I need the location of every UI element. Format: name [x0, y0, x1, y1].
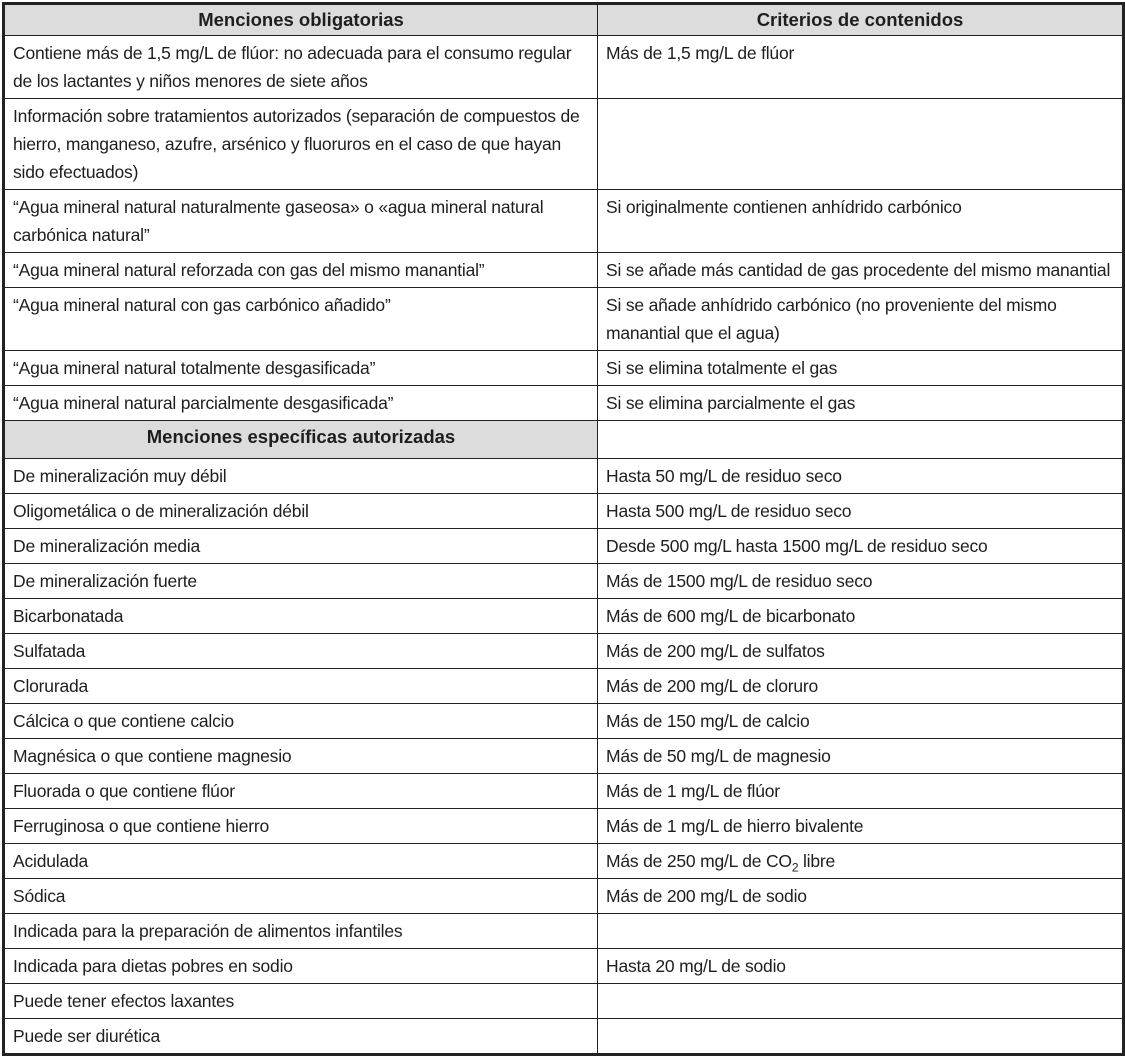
mencion-cell: Sódica: [4, 879, 598, 914]
table-row: [4, 386, 1124, 421]
mencion-cell: Magnésica o que contiene magnesio: [4, 739, 598, 774]
mencion-cell: Sulfatada: [4, 634, 598, 669]
table-row: [4, 809, 1124, 844]
table-row: [4, 879, 1124, 914]
mencion-cell: De mineralización media: [4, 529, 598, 564]
criterio-cell: [598, 984, 1124, 1019]
criterio-cell: Si se añade más cantidad de gas procedente del mismo manantial: [598, 253, 1124, 288]
header-criterios-de-contenidos: Criterios de contenidos: [598, 4, 1124, 36]
table-row: [4, 704, 1124, 739]
criterio-cell: Más de 1 mg/L de flúor: [598, 774, 1124, 809]
subscript-two: 2: [791, 860, 799, 875]
mencion-cell: Oligometálica o de mineralización débil: [4, 494, 598, 529]
header-menciones-obligatorias: Menciones obligatorias: [4, 4, 598, 36]
mencion-cell: “Agua mineral natural con gas carbónico añadido”: [4, 288, 598, 351]
criterio-cell: Hasta 20 mg/L de sodio: [598, 949, 1124, 984]
table-row: [4, 351, 1124, 386]
table-row: [4, 914, 1124, 949]
table-row: [4, 459, 1124, 494]
mencion-cell: Clorurada: [4, 669, 598, 704]
criterio-cell: Más de 200 mg/L de sodio: [598, 879, 1124, 914]
mencion-cell: Puede tener efectos laxantes: [4, 984, 598, 1019]
mencion-cell: “Agua mineral natural reforzada con gas del mismo manantial”: [4, 253, 598, 288]
criterio-cell: Si se elimina parcialmente el gas: [598, 386, 1124, 421]
criterio-cell: Más de 150 mg/L de calcio: [598, 704, 1124, 739]
table-row: [4, 36, 1124, 99]
criterio-text-suffix: libre: [798, 851, 836, 871]
table-row: [4, 564, 1124, 599]
criterio-cell: Más de 200 mg/L de sulfatos: [598, 634, 1124, 669]
table-row: [4, 844, 1124, 879]
mencion-cell: Cálcica o que contiene calcio: [4, 704, 598, 739]
labeling-table: [2, 2, 1125, 1056]
mencion-cell: Puede ser diurética: [4, 1019, 598, 1055]
mencion-cell: Indicada para dietas pobres en sodio: [4, 949, 598, 984]
table-row: [4, 99, 1124, 190]
criterio-cell: Desde 500 mg/L hasta 1500 mg/L de residuo seco: [598, 529, 1124, 564]
criterio-cell: Más de 600 mg/L de bicarbonato: [598, 599, 1124, 634]
table-row: [4, 739, 1124, 774]
criterio-cell: [598, 844, 1124, 879]
criterio-cell: Si se elimina totalmente el gas: [598, 351, 1124, 386]
table-row: [4, 669, 1124, 704]
section-header-row: [4, 421, 1124, 459]
table-row: [4, 190, 1124, 253]
mencion-cell: Acidulada: [4, 844, 598, 879]
mencion-cell: “Agua mineral natural naturalmente gaseosa» o «agua mineral natural carbónica natural”: [4, 190, 598, 253]
mencion-cell: Ferruginosa o que contiene hierro: [4, 809, 598, 844]
criterio-cell: [598, 914, 1124, 949]
table-row: [4, 599, 1124, 634]
criterio-cell: Más de 1500 mg/L de residuo seco: [598, 564, 1124, 599]
mencion-cell: “Agua mineral natural totalmente desgasificada”: [4, 351, 598, 386]
criterio-cell: Hasta 50 mg/L de residuo seco: [598, 459, 1124, 494]
mencion-cell: Indicada para la preparación de alimentos infantiles: [4, 914, 598, 949]
table-row: [4, 253, 1124, 288]
criterio-cell: Más de 50 mg/L de magnesio: [598, 739, 1124, 774]
mencion-cell: Bicarbonatada: [4, 599, 598, 634]
criterio-cell: Más de 200 mg/L de cloruro: [598, 669, 1124, 704]
mencion-cell: Fluorada o que contiene flúor: [4, 774, 598, 809]
table-row: [4, 634, 1124, 669]
criterio-text: Más de 250 mg/L de CO: [606, 851, 792, 871]
criterio-cell: Si se añade anhídrido carbónico (no proveniente del mismo manantial que el agua): [598, 288, 1124, 351]
mencion-cell: De mineralización muy débil: [4, 459, 598, 494]
criterio-cell: Más de 1 mg/L de hierro bivalente: [598, 809, 1124, 844]
table-row: [4, 288, 1124, 351]
table-row: [4, 529, 1124, 564]
criterio-cell: Si originalmente contienen anhídrido carbónico: [598, 190, 1124, 253]
criterio-cell: [598, 99, 1124, 190]
criterio-cell: Hasta 500 mg/L de residuo seco: [598, 494, 1124, 529]
header-menciones-especificas: Menciones específicas autorizadas: [4, 421, 598, 459]
mencion-cell: De mineralización fuerte: [4, 564, 598, 599]
table-row: [4, 774, 1124, 809]
table-row: [4, 949, 1124, 984]
mencion-cell: “Agua mineral natural parcialmente desgasificada”: [4, 386, 598, 421]
mencion-cell: Información sobre tratamientos autorizados (separación de compuestos de hierro, manganeso, azufre, arsénico y fluoruros en el caso de que hayan sido efectuados): [4, 99, 598, 190]
criterio-cell: Más de 1,5 mg/L de flúor: [598, 36, 1124, 99]
table-row: [4, 494, 1124, 529]
table-row: [4, 984, 1124, 1019]
mencion-cell: Contiene más de 1,5 mg/L de flúor: no adecuada para el consumo regular de los lactantes y niños menores de siete años: [4, 36, 598, 99]
empty-header-cell: [598, 421, 1124, 459]
header-row: [4, 4, 1124, 36]
